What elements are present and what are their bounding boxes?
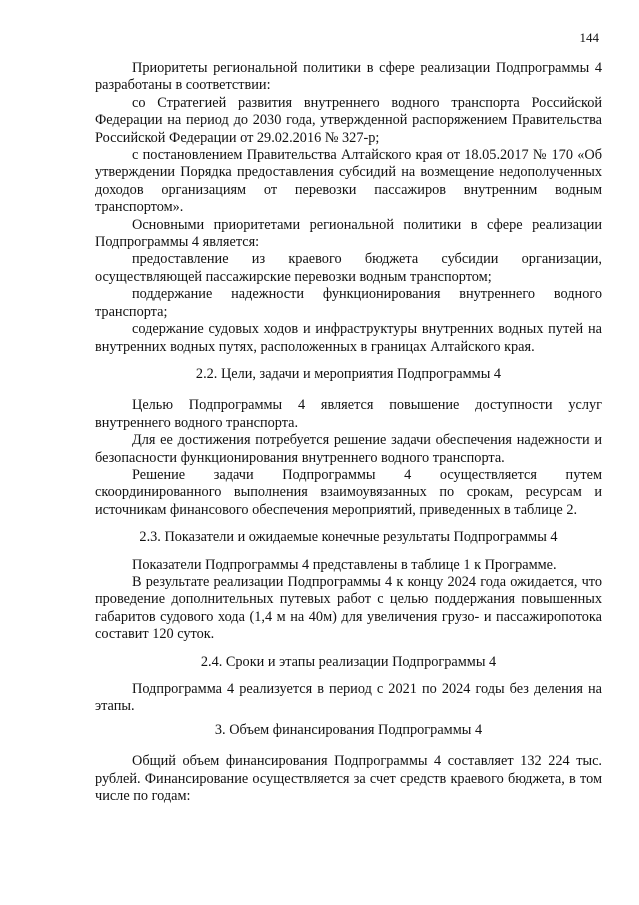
section-heading: 2.3. Показатели и ожидаемые конечные результаты Подпрограммы 4 xyxy=(139,529,558,546)
document-body xyxy=(95,60,602,805)
paragraph: со Стратегией развития внутреннего водного транспорта Российской Федерации на период до 2030 года, утвержденной распоряжением Правительства Российской Федерации от 29.02.2016 № 327-р; xyxy=(95,94,602,146)
paragraph: с постановлением Правительства Алтайского края от 18.05.2017 № 170 «Об утверждении Порядка предоставления субсидий на возмещение недополученных доходов организациям от перевозки пассажиров внутренним водным транспортом». xyxy=(95,147,602,216)
paragraph: Целью Подпрограммы 4 является повышение доступности услуг внутреннего водного транспорта. xyxy=(95,397,602,431)
paragraph: Показатели Подпрограммы 4 представлены в таблице 1 к Программе. xyxy=(132,556,557,573)
paragraph: содержание судовых ходов и инфраструктуры внутренних водных путей на внутренних водных путях, расположенных в границах Алтайского края. xyxy=(95,321,602,355)
paragraph: Общий объем финансирования Подпрограммы 4 составляет 132 224 тыс. рублей. Финансирование осуществляется за счет средств краевого бюджета, в том числе по годам: xyxy=(95,753,602,805)
paragraph: В результате реализации Подпрограммы 4 к концу 2024 года ожидается, что проведение дополнительных путевых работ с целью поддержания повышенных габаритов судового хода (1,4 м на 40м) для увеличения грузо- и пассажиропотока составит 120 суток. xyxy=(95,573,602,643)
paragraph: поддержание надежности функционирования внутреннего водного транспорта; xyxy=(95,286,602,320)
paragraph: предоставление из краевого бюджета субсидии организации, осуществляющей пассажирские перевозки водным транспортом; xyxy=(95,251,602,285)
section-heading: 2.2. Цели, задачи и мероприятия Подпрограммы 4 xyxy=(195,365,502,382)
section-heading: 2.4. Сроки и этапы реализации Подпрограммы 4 xyxy=(200,653,497,670)
paragraph: Для ее достижения потребуется решение задачи обеспечения надежности и безопасности функционирования внутреннего водного транспорта. xyxy=(95,432,602,466)
paragraph: Приоритеты региональной политики в сфере реализации Подпрограммы 4 разработаны в соответствии: xyxy=(95,60,602,94)
paragraph: Подпрограмма 4 реализуется в период с 2021 по 2024 годы без деления на этапы. xyxy=(95,681,602,715)
paragraph: Основными приоритетами региональной политики в сфере реализации Подпрограммы 4 является: xyxy=(95,216,602,251)
page-number: 144 xyxy=(579,30,599,45)
section-heading: 3. Объем финансирования Подпрограммы 4 xyxy=(214,721,483,738)
paragraph: Решение задачи Подпрограммы 4 осуществляется путем скоординированного выполнения взаимоувязанных по срокам, ресурсам и источникам финансового обеспечения мероприятий, приведенных в таблице 2. xyxy=(95,466,602,518)
